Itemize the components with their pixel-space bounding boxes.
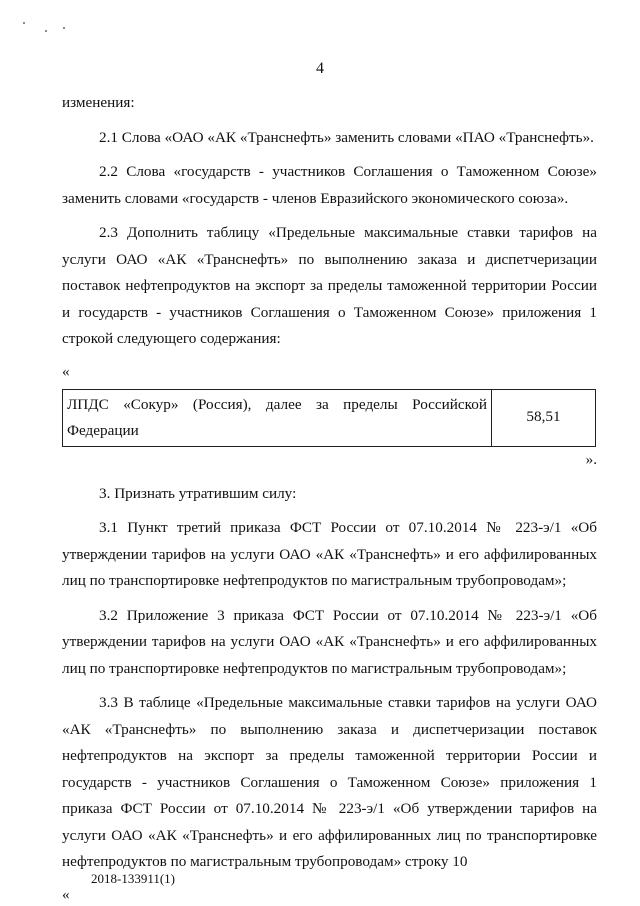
paragraph-3-3: 3.3 В таблице «Предельные максимальные ставки тарифов на услуги ОАО «АК «Транснефть» по выполнению заказа и диспетчеризации поставок нефтепродуктов на экспорт за пределы таможенной территории России и государств - участников Соглашения о Таможенном Союзе» приложения 1 приказа ФСТ России от 07.10.2014 № 223-э/1 «Об утверждении тарифов на услуги ОАО «АК «Транснефть» и его аффилированных лиц по транспортировке нефтепродуктов по магистральным трубопроводам» строку 10: [62, 694, 597, 870]
paragraph-2-3: 2.3 Дополнить таблицу «Предельные максимальные ставки тарифов на услуги ОАО «АК «Транснефть» по выполнению заказа и диспетчеризации поставок нефтепродуктов на экспорт за пределы таможенной территории России и государств - участников Соглашения о Таможенном Союзе» приложения 1 строкой следующего содержания:: [62, 224, 597, 347]
table-cell-name: ЛПДС «Сокур» (Россия), далее за пределы Российской Федерации: [63, 389, 492, 446]
tariff-table: [62, 389, 596, 447]
paragraph-3-1: 3.1 Пункт третий приказа ФСТ России от 07.10.2014 № 223-э/1 «Об утверждении тарифов на услуги ОАО «АК «Транснефть» и его аффилированных лиц по транспортировке нефтепродуктов по магистральным трубопроводам»;: [62, 519, 597, 589]
table-cell-value: 58,51: [492, 389, 596, 446]
table-row: [63, 389, 596, 446]
paragraph-3: 3. Признать утратившим силу:: [99, 484, 297, 502]
paragraph-3-2: 3.2 Приложение 3 приказа ФСТ России от 07.10.2014 № 223-э/1 «Об утверждении тарифов на услуги ОАО «АК «Транснефть» и его аффилированных лиц по транспортировке нефтепродуктов по магистральным трубопроводам»;: [62, 606, 597, 677]
scan-speck: [45, 30, 47, 32]
page-number: 4: [316, 60, 324, 77]
opening-quote: «: [62, 362, 70, 380]
closing-quote: ».: [585, 450, 597, 468]
opening-quote-2: «: [62, 885, 70, 903]
scan-speck: [63, 27, 65, 29]
scan-speck: [23, 22, 25, 24]
document-id: 2018-133911(1): [91, 871, 176, 886]
document-body: [62, 90, 597, 906]
paragraph-2-2: 2.2 Слова «государств - участников Соглашения о Таможенном Союзе» заменить словами «государств - членов Евразийского экономического союза».: [62, 163, 597, 207]
intro-word: изменения:: [62, 94, 135, 111]
paragraph-2-1: 2.1 Слова «ОАО «АК «Транснефть» заменить словами «ПАО «Транснефть».: [99, 128, 594, 146]
